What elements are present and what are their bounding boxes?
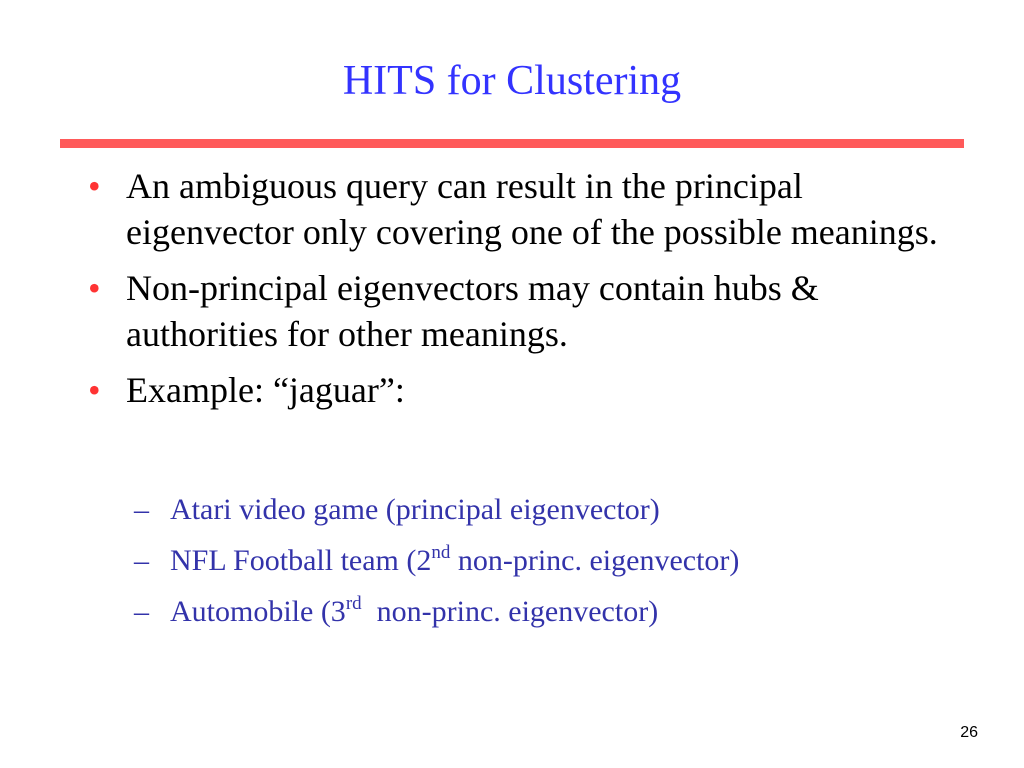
bullet-text: An ambiguous query can result in the principal eigenvector only covering one of the possible meanings. (126, 166, 938, 252)
sub-bullet-list (134, 484, 994, 637)
bullet-text: Example: “jaguar”: (126, 370, 405, 410)
ordinal-suffix: rd (345, 593, 362, 614)
bullet-icon: • (88, 370, 101, 410)
sub-bullet-text-rest: non-princ. eigenvector) (361, 595, 659, 628)
sub-bullet-item-2 (134, 535, 994, 586)
dash-icon: – (134, 595, 149, 628)
bullet-icon: • (88, 166, 101, 206)
ordinal-suffix: nd (431, 542, 451, 563)
slide-title: HITS for Clustering (342, 58, 682, 104)
sub-bullet-text: NFL Football team (2 (170, 544, 432, 577)
sub-bullet-item-1 (134, 484, 994, 535)
bullet-item-3 (88, 367, 968, 413)
sub-bullet-text: Automobile (3 (170, 595, 346, 628)
page-number: 26 (960, 724, 978, 741)
bullet-list (88, 163, 968, 423)
bullet-text: Non-principal eigenvectors may contain hubs & authorities for other meanings. (126, 268, 819, 354)
sub-bullet-item-3 (134, 586, 994, 637)
dash-icon: – (134, 544, 149, 577)
sub-bullet-text-rest: non-princ. eigenvector) (450, 544, 740, 577)
title-divider (60, 139, 964, 148)
bullet-item-1 (88, 163, 968, 255)
sub-bullet-text: Atari video game (principal eigenvector) (170, 493, 660, 526)
bullet-item-2 (88, 265, 968, 357)
dash-icon: – (134, 493, 149, 526)
bullet-icon: • (88, 268, 101, 308)
